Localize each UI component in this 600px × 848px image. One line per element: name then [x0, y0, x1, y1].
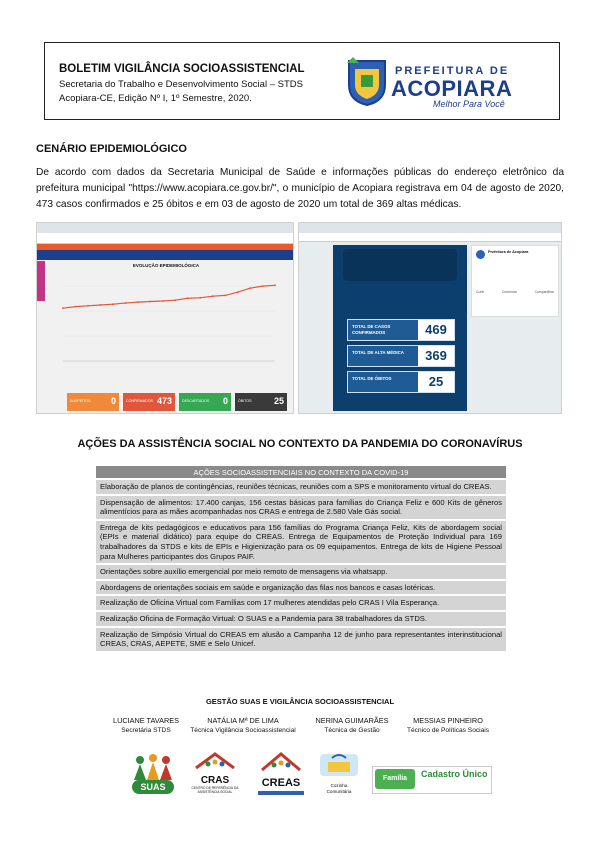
bulletin-title: BOLETIM VIGILÂNCIA SOCIOASSISTENCIAL	[59, 63, 305, 75]
site-navbar	[37, 250, 294, 260]
signature-role: Técnica de Gestão	[324, 727, 380, 734]
cadastro-familia-logo	[372, 766, 492, 794]
chart-footnote	[37, 375, 294, 385]
logo-city-name: ACOPIARA	[391, 76, 513, 101]
signature-role: Secretária STDS	[121, 727, 171, 734]
card-banner	[343, 249, 457, 281]
familia-label: Família	[375, 769, 415, 789]
logo-prefix: PREFEITURA DE	[395, 65, 510, 77]
table-row: Dispensação de alimentos: 17.400 canjas, 156 cestas básicas para famílias do Criança Feliz e 600 Kits de gêneros alimentícios para as mães acompanhadas nos CRAS e entrega de 2.580 Vale Gás social.	[96, 495, 506, 520]
browser-addressbar	[299, 233, 562, 242]
data-point	[174, 299, 176, 301]
data-point	[262, 285, 264, 287]
covid-stats	[347, 319, 455, 397]
stat-card-label: CONFIRMADOS	[126, 399, 153, 403]
covid-stat-label: TOTAL DE ALTA MÉDICA	[352, 350, 404, 355]
table-row: Realização de Simpósio Virtual do CREAS em alusão a Campanha 12 de junho para representantes interinstitucional CREAS, CRAS, AEPETE, SME e Selo Unicef.	[96, 627, 506, 651]
covid-stat-row	[347, 345, 455, 367]
stat-card	[179, 393, 231, 411]
browser-addressbar	[37, 233, 294, 244]
series-line	[63, 285, 275, 308]
browser-tabbar	[37, 223, 294, 233]
stat-card-value: 25	[273, 396, 284, 406]
covid-stat-value: 25	[418, 372, 454, 392]
signature-name: NATÁLIA Mª DE LIMA	[207, 716, 279, 725]
cras-logo	[188, 752, 242, 798]
data-point	[212, 295, 214, 297]
post-action[interactable]: Curtir	[476, 290, 485, 294]
data-point	[274, 284, 276, 286]
website-screenshot	[36, 222, 294, 414]
covid-stat-value: 469	[418, 320, 454, 340]
creas-stripe	[258, 791, 304, 795]
data-point	[100, 304, 102, 306]
management-title: GESTÃO SUAS E VIGILÂNCIA SOCIOASSISTENCIAL	[205, 697, 395, 706]
cooking-pot-icon	[316, 752, 362, 778]
covid-stat-row	[347, 371, 455, 393]
cozinha-label: Cozinha Comunitária	[326, 783, 352, 794]
stats-cards	[67, 393, 287, 411]
post-action[interactable]: Comentar	[501, 290, 517, 294]
post-actions	[476, 290, 554, 294]
data-point	[62, 307, 64, 309]
signature-block	[304, 716, 400, 734]
covid-stat-label: TOTAL DE ÓBITOS	[352, 376, 392, 381]
data-point	[149, 301, 151, 303]
creas-label: CREAS	[261, 777, 301, 789]
data-point	[75, 306, 77, 308]
prefeitura-logo	[341, 55, 551, 109]
signature-block	[180, 716, 306, 734]
table-row: Orientações sobre auxílio emergencial por meio remoto de mensagens via whatsapp.	[96, 564, 506, 580]
data-point	[249, 287, 251, 289]
suas-logo	[128, 752, 178, 796]
signature-name: LUCIANE TAVARES	[113, 716, 179, 725]
table-row: Realização de Oficina Virtual com Famílias com 17 mulheres atendidas pelo CRAS I Vila Esperança.	[96, 595, 506, 611]
signature-block	[398, 716, 498, 734]
stat-card	[235, 393, 287, 411]
table-header: AÇÕES SOCIOASSISTENCIAIS NO CONTEXTO DA COVID-19	[96, 466, 506, 479]
post-action[interactable]: Compartilhar	[534, 290, 554, 294]
cras-label: CRAS	[200, 775, 230, 786]
page-name: Prefeitura de Acopiara	[488, 250, 529, 254]
browser-tabbar	[299, 223, 562, 233]
section-title-actions: AÇÕES DA ASSISTÊNCIA SOCIAL NO CONTEXTO DA PANDEMIA DO CORONAVÍRUS	[77, 438, 523, 450]
data-point	[187, 297, 189, 299]
stat-card	[67, 393, 119, 411]
facebook-post-screenshot	[298, 222, 562, 414]
bulletin-header	[44, 42, 560, 120]
bulletin-edition: Acopiara-CE, Edição Nº I, 1º Semestre, 2020.	[59, 93, 252, 104]
data-point	[224, 295, 226, 297]
people-group-icon	[128, 752, 178, 782]
covid-card-image	[333, 245, 467, 411]
data-point	[199, 297, 201, 299]
covid-stat-label: TOTAL DE CASOS CONFIRMADOS	[352, 324, 391, 335]
stat-card-value: 0	[110, 396, 116, 406]
logo-slogan: Melhor Para Você	[433, 99, 505, 109]
covid-stat-value: 369	[418, 346, 454, 366]
table-row: Elaboração de planos de contingências, reuniões técnicas, reuniões com a SPS e monitoramento virtual do CREAS.	[96, 479, 506, 495]
stat-card-label: ÓBITOS	[238, 399, 252, 403]
chart-title: EVOLUÇÃO EPIDEMIOLÓGICA	[132, 263, 200, 268]
section-title-epidemiological: CENÁRIO EPIDEMIOLÓGICO	[36, 143, 187, 155]
evolution-line-chart	[53, 271, 281, 371]
house-icon	[188, 752, 242, 770]
data-point	[87, 305, 89, 307]
stat-card-value: 0	[222, 396, 228, 406]
stat-card-value: 473	[156, 396, 172, 406]
intro-paragraph: De acordo com dados da Secretaria Municipal de Saúde e informações públicas do endereço eletrônico da prefeitura municipal "https://www.acopiara.ce.gov.br/", o município de Acopiara registrava em 04 de agosto de 2020, 473 casos confirmados e 25 óbitos e em 03 de agosto de 2020 um total de 369 altas médicas.	[36, 167, 564, 210]
signature-role: Técnica Vigilância Socioassistencial	[190, 727, 296, 734]
social-sidebar	[37, 261, 45, 301]
signature-name: MESSIAS PINHEIRO	[413, 716, 483, 725]
data-point	[237, 291, 239, 293]
creas-logo	[254, 752, 308, 792]
house-icon	[254, 752, 308, 772]
data-point	[112, 303, 114, 305]
cadastro-label: Cadastro Único	[421, 769, 488, 779]
stat-card-label: DESCARTADOS	[182, 399, 210, 403]
facebook-sidebar	[471, 245, 559, 317]
signature-role: Técnico de Políticas Sociais	[406, 727, 490, 734]
table-row: Abordagens de orientações sociais em saúde e organização das filas nos bancos e casas lotéricas.	[96, 580, 506, 596]
city-crest-icon	[345, 57, 389, 107]
signature-name: NERINA GUIMARÃES	[315, 716, 389, 725]
suas-label: SUAS	[132, 780, 174, 794]
bulletin-subtitle: Secretaria do Trabalho e Desenvolvimento Social – STDS	[59, 79, 303, 90]
page-avatar	[476, 250, 485, 259]
data-point	[162, 300, 164, 302]
stat-card	[123, 393, 175, 411]
data-point	[137, 301, 139, 303]
table-row: Entrega de kits pedagógicos e educativos para 156 famílias do Programa Criança Feliz, Kits de abordagem social (EPIs e material didático) para equipe do CREAS. Entrega de Equipamentos de Proteção Individual para 169 trabalhadores da STDS e kits de EPIs e Higienização para os 09 equipamentos. Entrega de kits de Higiene Pessoal para Mulheres participantes dos Grupos PAIF.	[96, 520, 506, 564]
cras-subtitle: CENTRO DE REFERÊNCIA DA ASSISTÊNCIA SOCIAL	[191, 786, 239, 794]
table-row: Realização Oficina de Formação Virtual: O SUAS e a Pandemia para 38 trabalhadores da STDS.	[96, 611, 506, 627]
actions-table	[96, 466, 506, 651]
covid-stat-row	[347, 319, 455, 341]
data-point	[124, 302, 126, 304]
stat-card-label: SUSPEITOS	[70, 399, 91, 403]
cozinha-logo	[316, 752, 362, 796]
